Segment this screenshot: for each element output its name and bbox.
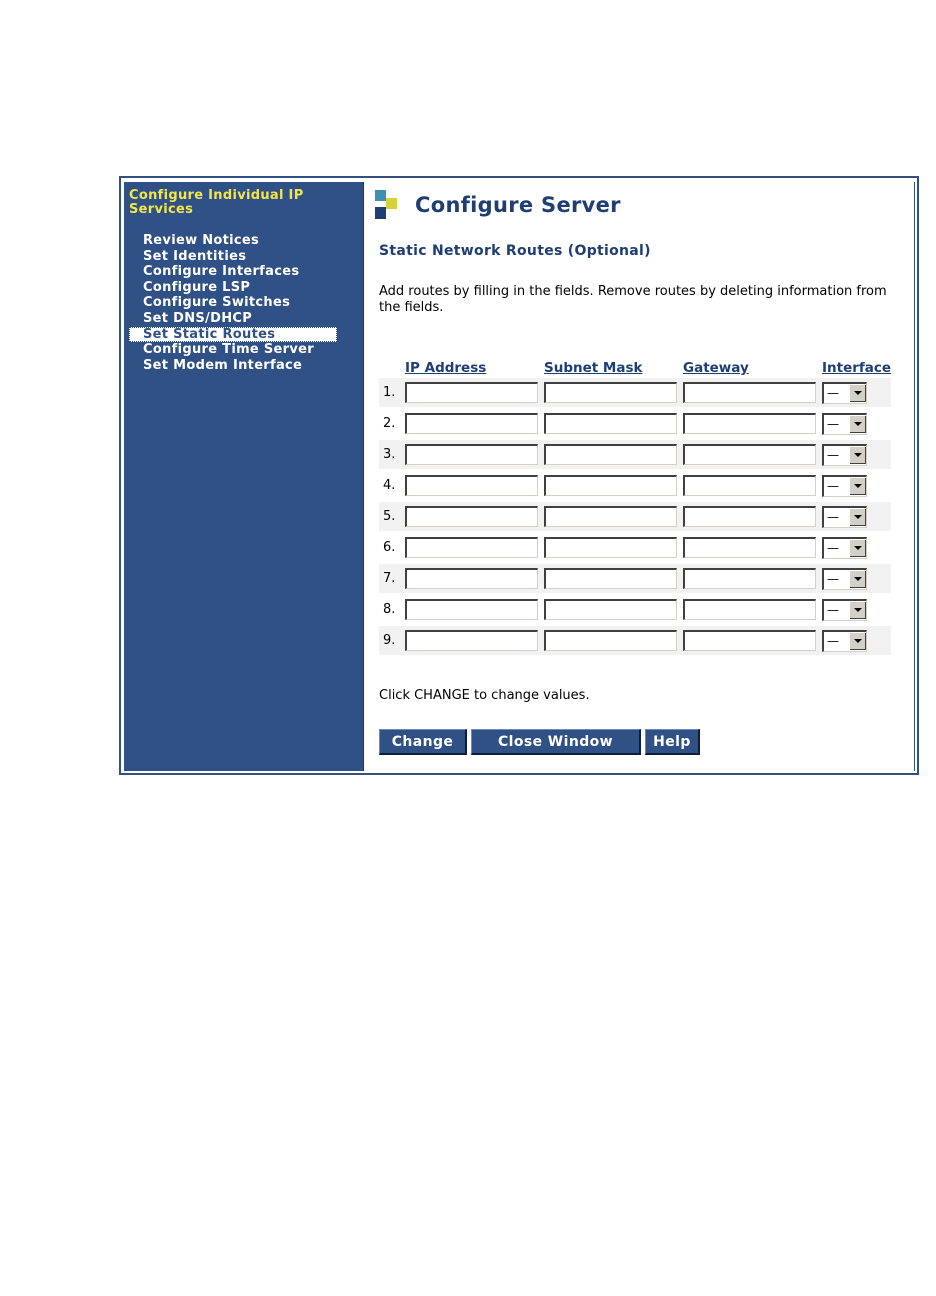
interface-select[interactable] [822,537,867,559]
ip-address-input-cell [399,409,538,440]
interface-select[interactable] [822,568,867,590]
logo-square-navy [375,207,386,219]
logo-square-teal [375,190,386,201]
sidebar-item-set-static-routes[interactable]: Set Static Routes [129,327,337,343]
main-content [364,182,915,771]
subnet-mask-input-cell [538,378,677,409]
chevron-down-icon[interactable] [849,508,866,526]
interface-select-value: — [827,602,839,617]
interface-select-value: — [827,571,839,586]
gateway-input-cell [677,533,816,564]
chevron-down-icon[interactable] [849,384,866,402]
interface-cell [816,471,891,502]
table-row [379,378,891,409]
interface-select-value: — [827,509,839,524]
close-window-button[interactable]: Close Window [471,729,641,755]
ip-address-input[interactable] [405,382,538,403]
table-row [379,409,891,440]
row-number: 6. [379,533,399,564]
sidebar-item-review-notices[interactable]: Review Notices [143,233,260,248]
gateway-input-cell [677,595,816,626]
configure-server-window [119,176,919,775]
sidebar-item-configure-switches[interactable]: Configure Switches [143,295,291,311]
row-number: 8. [379,595,399,626]
ip-address-input-cell [399,595,538,626]
sidebar [124,182,364,771]
interface-cell [816,595,891,626]
ip-address-input-cell [399,440,538,471]
subnet-mask-input-cell [538,626,677,657]
subnet-mask-input-cell [538,440,677,471]
ip-address-input[interactable] [405,506,538,527]
column-header-ip-address[interactable]: IP Address [405,360,487,376]
chevron-down-icon[interactable] [849,632,866,650]
interface-select-value: — [827,447,839,462]
help-button[interactable]: Help [645,729,700,755]
subnet-mask-input-cell [538,409,677,440]
interface-cell [816,626,891,657]
subnet-mask-input[interactable] [544,506,677,527]
column-header-subnet-mask[interactable]: Subnet Mask [544,360,643,376]
change-button[interactable]: Change [379,729,467,755]
interface-select[interactable] [822,382,867,404]
interface-cell [816,440,891,471]
subnet-mask-input[interactable] [544,630,677,651]
chevron-down-icon[interactable] [849,539,866,557]
gateway-input-cell [677,471,816,502]
gateway-input[interactable] [683,568,816,589]
gateway-input[interactable] [683,444,816,465]
sidebar-item-set-modem-interface[interactable]: Set Modem Interface [143,357,303,373]
subnet-mask-input[interactable] [544,413,677,434]
table-row [379,595,891,626]
change-hint: Click CHANGE to change values. [379,688,590,703]
interface-select[interactable] [822,475,867,497]
subnet-mask-input-cell [538,502,677,533]
gateway-input[interactable] [683,413,816,434]
section-title: Static Network Routes (Optional) [379,243,651,259]
gateway-input-cell [677,626,816,657]
chevron-down-icon[interactable] [849,570,866,588]
row-number: 5. [379,502,399,533]
ip-address-input[interactable] [405,537,538,558]
column-header-interface[interactable]: Interface [822,360,892,376]
ip-address-input-cell [399,564,538,595]
subnet-mask-input[interactable] [544,537,677,558]
gateway-input[interactable] [683,599,816,620]
sidebar-item-configure-lsp[interactable]: Configure LSP [143,279,251,295]
interface-cell [816,564,891,595]
row-number: 9. [379,626,399,657]
sidebar-title: Configure Individual IP Services [129,188,304,217]
chevron-down-icon[interactable] [849,415,866,433]
gateway-input-cell [677,378,816,409]
row-number-header [379,360,399,378]
row-number: 1. [379,378,399,409]
sidebar-item-set-dns-dhcp[interactable]: Set DNS/DHCP [143,310,253,326]
interface-select[interactable] [822,599,867,621]
gateway-input-cell [677,502,816,533]
interface-select-value: — [827,416,839,431]
column-header-gateway[interactable]: Gateway [683,360,749,376]
ip-address-input-cell [399,626,538,657]
sidebar-item-configure-time-server[interactable]: Configure Time Server [143,342,314,358]
chevron-down-icon[interactable] [849,446,866,464]
static-routes-table [379,360,891,657]
interface-select-value: — [827,385,839,400]
row-number: 4. [379,471,399,502]
gateway-input[interactable] [683,506,816,527]
table-header-row [379,360,891,378]
route-rows [379,378,891,657]
gateway-input[interactable] [683,475,816,496]
ip-address-input[interactable] [405,475,538,496]
chevron-down-icon[interactable] [849,601,866,619]
ip-address-input-cell [399,533,538,564]
ip-address-input-cell [399,378,538,409]
interface-select[interactable] [822,444,867,466]
subnet-mask-input-cell [538,533,677,564]
subnet-mask-input-cell [538,471,677,502]
gateway-input-cell [677,409,816,440]
chevron-down-icon[interactable] [849,477,866,495]
interface-select-value: — [827,540,839,555]
gateway-input[interactable] [683,537,816,558]
subnet-mask-input[interactable] [544,444,677,465]
interface-select[interactable] [822,413,867,435]
ip-address-input[interactable] [405,630,538,651]
ip-address-input[interactable] [405,599,538,620]
intro-text: Add routes by filling in the fields. Remove routes by deleting information from the fields. [379,284,887,315]
logo-square-yellow [386,198,397,209]
row-number: 2. [379,409,399,440]
subnet-mask-input-cell [538,595,677,626]
ip-address-input[interactable] [405,444,538,465]
interface-select[interactable] [822,630,867,652]
interface-select-value: — [827,478,839,493]
row-number: 3. [379,440,399,471]
table-row [379,471,891,502]
sidebar-item-configure-interfaces[interactable]: Configure Interfaces [143,264,300,280]
table-row [379,626,891,657]
interface-select[interactable] [822,506,867,528]
table-row [379,502,891,533]
subnet-mask-input[interactable] [544,599,677,620]
subnet-mask-input[interactable] [544,568,677,589]
row-number: 7. [379,564,399,595]
configure-server-logo-icon [375,190,399,220]
sidebar-nav [129,233,337,373]
ip-address-input-cell [399,471,538,502]
page-title: Configure Server [415,193,621,217]
subnet-mask-input-cell [538,564,677,595]
subnet-mask-input[interactable] [544,475,677,496]
interface-cell [816,502,891,533]
interface-cell [816,409,891,440]
table-row [379,564,891,595]
ip-address-input[interactable] [405,413,538,434]
interface-cell [816,378,891,409]
gateway-input-cell [677,440,816,471]
gateway-input-cell [677,564,816,595]
table-row [379,533,891,564]
table-row [379,440,891,471]
interface-cell [816,533,891,564]
ip-address-input-cell [399,502,538,533]
sidebar-item-set-identities[interactable]: Set Identities [143,248,247,264]
gateway-input[interactable] [683,630,816,651]
ip-address-input[interactable] [405,568,538,589]
subnet-mask-input[interactable] [544,382,677,403]
gateway-input[interactable] [683,382,816,403]
interface-select-value: — [827,633,839,648]
